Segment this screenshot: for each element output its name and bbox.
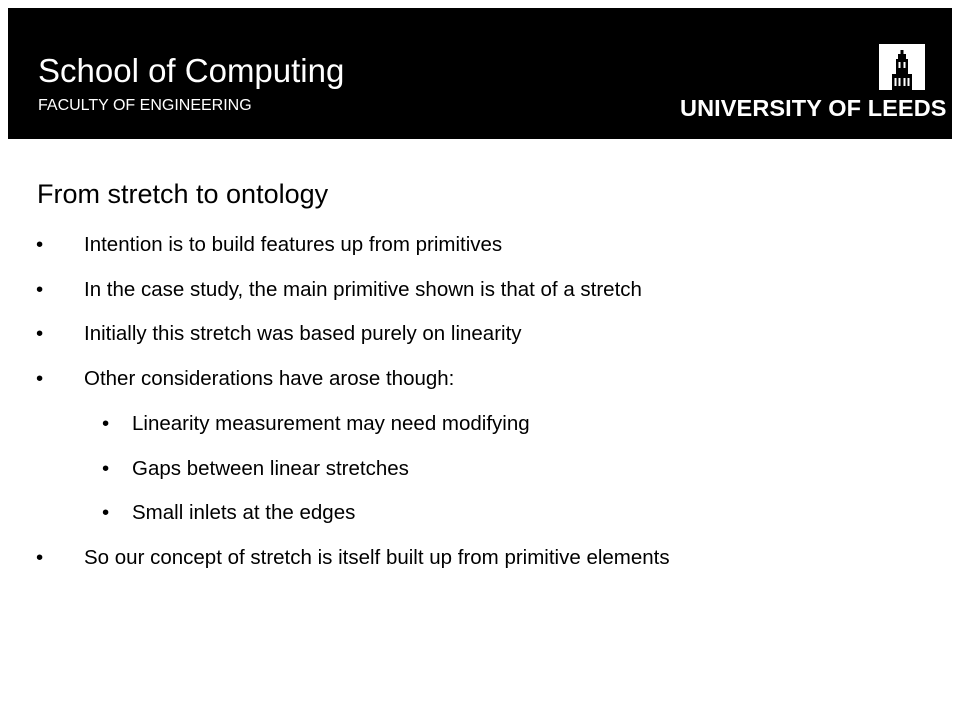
bullet-text: Linearity measurement may need modifying	[132, 412, 530, 435]
school-name: School of Computing	[38, 52, 345, 89]
bullet-marker: •	[102, 412, 110, 435]
bullet-marker: •	[102, 457, 110, 480]
faculty-name: FACULTY OF ENGINEERING	[38, 97, 252, 114]
university-name: UNIVERSITY OF LEEDS	[680, 95, 947, 121]
bullet-marker: •	[102, 501, 110, 524]
bullet-marker: •	[36, 367, 44, 390]
bullet-marker: •	[36, 322, 44, 345]
bullet-marker: •	[36, 233, 44, 256]
bullet-text: Initially this stretch was based purely on linearity	[84, 322, 522, 345]
university-logo	[678, 44, 947, 126]
bullet-text: Gaps between linear stretches	[132, 457, 409, 480]
bullet-text: Small inlets at the edges	[132, 501, 356, 524]
slide-title: From stretch to ontology	[37, 179, 329, 209]
bullet-marker: •	[36, 546, 44, 569]
bullet-text: Intention is to build features up from primitives	[84, 233, 503, 256]
bullet-marker: •	[36, 278, 44, 301]
bullet-text: Other considerations have arose though:	[84, 367, 455, 390]
parkinson-tower-icon	[879, 44, 925, 90]
bullet-text: So our concept of stretch is itself built up from primitive elements	[84, 546, 670, 569]
header-banner	[8, 8, 952, 139]
bullet-text: In the case study, the main primitive shown is that of a stretch	[84, 278, 642, 301]
